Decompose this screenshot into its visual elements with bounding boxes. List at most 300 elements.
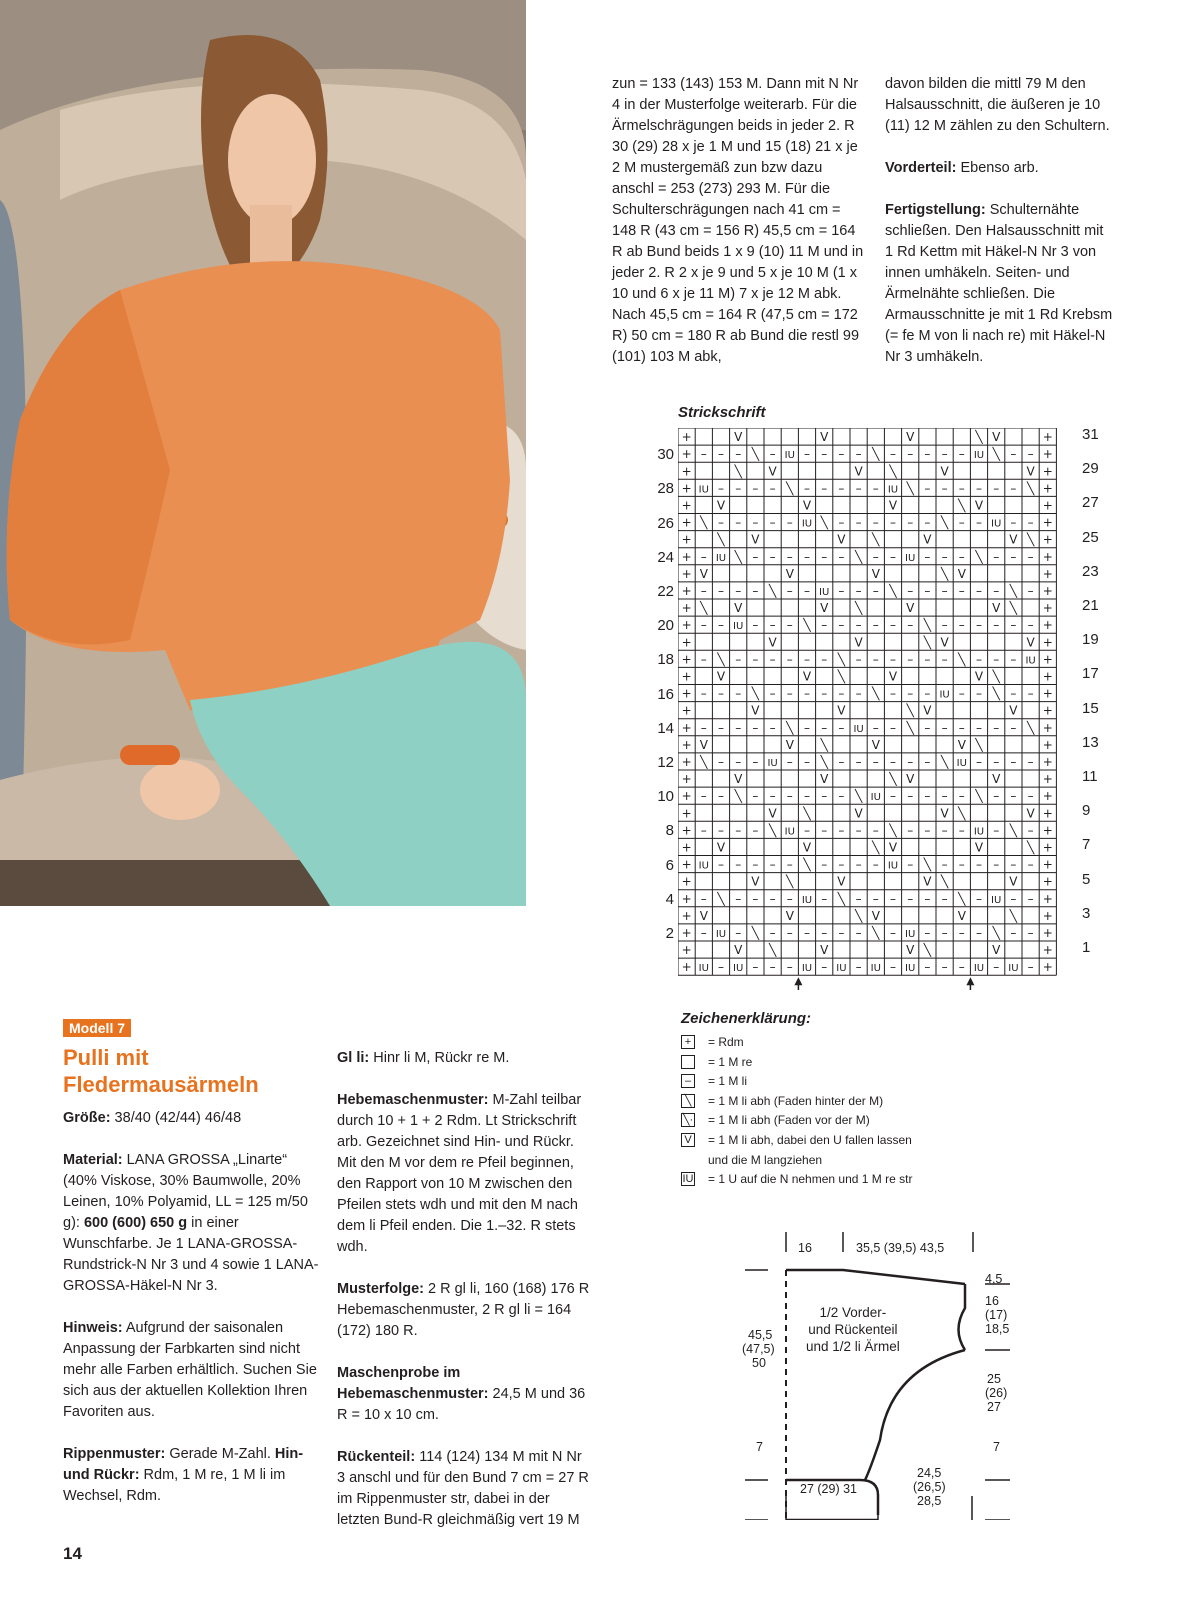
chart-symbol: V <box>992 601 1001 616</box>
chart-symbol: – <box>769 549 776 564</box>
chart-symbol: ╲ <box>992 447 1000 462</box>
chart-symbol: – <box>924 686 931 701</box>
chart-symbol: – <box>769 515 776 530</box>
chart-symbol: – <box>752 549 759 564</box>
note-text: Aufgrund der saisonalen Anpassung der Farbkarten sind nicht mehr alle Farben erhältlich. Suchen Sie sich aus der aktuellen Kollektion Ihren Favoriten aus. <box>63 1320 317 1420</box>
chart-symbol: V <box>854 464 863 479</box>
chart-symbol: IU <box>801 963 813 975</box>
chart-symbol: ╲ <box>958 498 966 513</box>
chart-symbol: – <box>1027 925 1034 940</box>
chart-symbol: – <box>838 515 845 530</box>
chart-symbol: IU <box>767 757 778 769</box>
chart-symbol: ╲ <box>872 532 880 547</box>
chart-symbol: – <box>769 891 776 906</box>
chart-symbol: – <box>993 789 1000 804</box>
chart-symbol: V <box>785 737 794 752</box>
rib-text-2: Rdm, 1 M re, 1 M li im Wechsel, Rdm. <box>63 1467 286 1504</box>
chart-symbol: – <box>924 515 931 530</box>
chart-symbol: ╲ <box>872 686 880 701</box>
chart-symbol: – <box>718 481 724 496</box>
chart-symbol: + <box>681 823 692 838</box>
chart-symbol: – <box>872 515 879 530</box>
chart-title: Strickschrift <box>678 404 766 421</box>
chart-symbol: ╲ <box>751 447 760 462</box>
chart-symbol: V <box>734 772 743 787</box>
dim-top-left: 16 <box>798 1241 812 1255</box>
row-number-right: 3 <box>1082 904 1091 922</box>
chart-symbol: – <box>941 925 948 940</box>
chart-symbol: – <box>786 960 793 975</box>
chart-symbol: V <box>837 874 846 889</box>
chart-symbol: V <box>992 430 1001 445</box>
chart-symbol: – <box>1010 447 1017 462</box>
dim-right-mid-2: (17) <box>985 1308 1008 1322</box>
chart-symbol: – <box>872 652 879 667</box>
chart-symbol: + <box>1042 686 1053 701</box>
chart-symbol: – <box>735 481 742 496</box>
chart-symbol: – <box>718 960 724 975</box>
chart-symbol: – <box>786 583 793 598</box>
chart-symbol: V <box>837 703 846 718</box>
chart-symbol: V <box>734 943 743 958</box>
chart-symbol: – <box>976 652 982 667</box>
chart-symbol: – <box>718 857 724 872</box>
chart-symbol: + <box>1042 583 1053 598</box>
continued-text-column <box>612 74 867 389</box>
chart-symbol: – <box>752 652 759 667</box>
row-number-left: 10 <box>657 788 674 806</box>
chart-symbol: – <box>924 481 931 496</box>
chart-symbol: – <box>735 720 742 735</box>
chart-symbol: V <box>871 737 880 752</box>
chart-symbol: – <box>804 447 810 462</box>
chart-symbol: – <box>821 686 828 701</box>
legend-symbol: V <box>681 1133 695 1147</box>
chart-symbol: – <box>838 823 845 838</box>
chart-symbol: ╲ <box>854 908 863 923</box>
chart-symbol: IU <box>870 792 881 804</box>
chart-symbol: – <box>786 515 793 530</box>
slip-stitch-text: M-Zahl teilbar durch 10 + 1 + 2 Rdm. Lt Strickschrift arb. Gezeichnet sind Hin- und Rückr. Mit den M vor dem re Pfeil beginnen, den Rapport von 10 M zwischen den Pfeilen stets wdh und mit den M nach dem li Pfeil enden. Die 1.–32. R stets wdh. <box>337 1092 582 1255</box>
chart-symbol: – <box>735 686 742 701</box>
chart-symbol: V <box>992 943 1001 958</box>
chart-symbol: IU <box>698 860 709 872</box>
chart-symbol: – <box>1027 789 1034 804</box>
pattern-title-line-2: Fledermausärmeln <box>63 1072 259 1097</box>
chart-symbol: + <box>681 481 692 496</box>
legend-text: und die M langziehen <box>708 1152 823 1167</box>
size-text: 38/40 (42/44) 46/48 <box>110 1110 242 1126</box>
chart-left-row-numbers <box>652 428 678 968</box>
model-photo <box>0 0 526 906</box>
chart-symbol: – <box>890 447 896 462</box>
chart-symbol: – <box>924 754 931 769</box>
chart-symbol: IU <box>715 928 727 940</box>
chart-symbol: – <box>976 481 982 496</box>
rib-text: Gerade M-Zahl. <box>165 1446 275 1462</box>
chart-symbol: ╲ <box>786 720 794 735</box>
chart-symbol: + <box>1042 430 1053 445</box>
chart-symbol: + <box>1042 447 1053 462</box>
legend-symbol: IU <box>682 1173 694 1186</box>
chart-symbol: – <box>941 549 948 564</box>
chart-symbol: + <box>681 891 692 906</box>
chart-symbol: ╲ <box>889 464 897 479</box>
chart-symbol: ╲ <box>992 925 1000 940</box>
row-number-right: 7 <box>1082 836 1091 854</box>
chart-symbol: IU <box>991 518 1002 530</box>
chart-symbol: – <box>958 618 965 633</box>
chart-symbol: ╲ <box>975 430 983 445</box>
chart-symbol: + <box>681 430 692 445</box>
chart-symbol: – <box>821 960 828 975</box>
size-label: Größe: <box>63 1110 111 1126</box>
chart-symbol: – <box>804 481 810 496</box>
chart-symbol: IU <box>836 963 847 975</box>
row-number-left: 22 <box>657 582 674 600</box>
chart-symbol: – <box>700 583 707 598</box>
chart-symbol: V <box>871 566 880 581</box>
chart-symbol: IU <box>905 552 916 564</box>
chart-symbol: ╲ <box>837 669 846 684</box>
chart-symbol: – <box>838 925 845 940</box>
chart-symbol: V <box>1009 532 1018 547</box>
chart-symbol: – <box>924 447 931 462</box>
chart-symbol: – <box>1010 652 1017 667</box>
chart-symbol: – <box>941 481 948 496</box>
chart-symbol: + <box>1042 635 1053 650</box>
chart-symbol: – <box>924 583 931 598</box>
chart-symbol: ╲ <box>803 857 811 872</box>
chart-symbol: V <box>906 601 915 616</box>
chart-symbol: + <box>681 960 692 975</box>
chart-symbol: V <box>974 498 984 513</box>
chart-symbol: – <box>718 754 724 769</box>
chart-symbol: ╲ <box>837 652 846 667</box>
front-text: Ebenso arb. <box>956 160 1039 176</box>
row-number-right: 19 <box>1082 631 1099 649</box>
chart-symbol: ╲ <box>837 891 846 906</box>
chart-symbol: + <box>1042 549 1053 564</box>
chart-symbol: ╲ <box>854 549 863 564</box>
chart-symbol: – <box>958 583 965 598</box>
row-number-left: 14 <box>657 719 674 737</box>
chart-symbol: + <box>681 840 692 855</box>
chart-symbol: V <box>751 532 760 547</box>
row-number-left: 28 <box>657 480 674 498</box>
chart-symbol: IU <box>956 757 967 769</box>
material-text: LANA GROSSA „Linarte“ (40% Viskose, 30% Baumwolle, 20% Leinen, 10% Polyamid, LL = 125 m/50 g): <box>63 1152 308 1231</box>
chart-symbol: – <box>718 618 724 633</box>
chart-symbol: + <box>681 857 692 872</box>
chart-right-row-numbers <box>1080 428 1110 968</box>
chart-symbol: ╲ <box>1026 532 1035 547</box>
chart-symbol: + <box>681 754 692 769</box>
row-number-left: 6 <box>665 856 674 874</box>
chart-symbol: + <box>1042 772 1053 787</box>
chart-symbol: V <box>820 772 829 787</box>
woman-in-orange-sweater-photo <box>0 0 526 906</box>
garment-schematic <box>740 1230 1020 1520</box>
chart-symbol: ╲ <box>1009 583 1018 598</box>
chart-symbol: V <box>837 532 846 547</box>
chart-symbol: – <box>907 823 914 838</box>
dim-bottom-right-1: 24,5 <box>917 1466 942 1480</box>
chart-symbol: ╲ <box>958 891 966 906</box>
chart-symbol: ╲ <box>854 601 863 616</box>
chart-symbol: + <box>681 549 692 564</box>
chart-symbol: IU <box>887 860 899 872</box>
chart-symbol: + <box>681 806 692 821</box>
chart-symbol: – <box>769 481 776 496</box>
chart-symbol: ╲ <box>940 754 949 769</box>
chart-symbol: ╲ <box>700 515 708 530</box>
chart-symbol: V <box>1026 464 1035 479</box>
chart-symbol: + <box>681 498 692 513</box>
chart-symbol: – <box>958 960 965 975</box>
row-number-left: 8 <box>665 822 674 840</box>
row-number-right: 1 <box>1082 939 1091 956</box>
legend-text: = 1 M li abh, dabei den U fallen lassen <box>708 1133 912 1147</box>
chart-symbol: – <box>872 891 879 906</box>
legend-text: = 1 M li <box>708 1074 748 1089</box>
chart-symbol: V <box>820 943 829 958</box>
chart-symbol: + <box>681 874 692 889</box>
page-number: 14 <box>63 1544 82 1563</box>
chart-symbol: – <box>1027 447 1034 462</box>
chart-symbol: – <box>838 618 845 633</box>
legend-symbol: ╲· <box>682 1114 694 1127</box>
chart-symbol: – <box>804 652 810 667</box>
chart-symbol: – <box>700 720 707 735</box>
chart-symbol: + <box>1042 925 1053 940</box>
chart-symbol: – <box>958 447 965 462</box>
front-paragraph <box>885 158 1115 179</box>
chart-symbol: – <box>855 652 862 667</box>
chart-symbol: ╲ <box>768 823 777 838</box>
chart-symbol: – <box>976 686 982 701</box>
chart-symbol: – <box>890 891 896 906</box>
chart-symbol: V <box>768 464 777 479</box>
chart-symbol: – <box>1010 789 1017 804</box>
chart-symbol: – <box>838 686 845 701</box>
chart-symbol: V <box>923 532 932 547</box>
chart-symbol: – <box>700 652 707 667</box>
chart-symbol: – <box>1010 481 1017 496</box>
chart-symbol: IU <box>870 963 881 975</box>
schematic-label-line-1: 1/2 Vorder- <box>819 1305 887 1320</box>
chart-symbol: IU <box>991 894 1002 906</box>
chart-symbol: ╲ <box>975 737 983 752</box>
chart-symbol: + <box>681 601 692 616</box>
chart-symbol: – <box>838 481 845 496</box>
chart-symbol: V <box>785 908 794 923</box>
repeat-arrow-head <box>794 977 802 985</box>
chart-symbol: ╲ <box>923 635 932 650</box>
chart-symbol: V <box>888 498 898 513</box>
chart-symbol: – <box>1010 891 1017 906</box>
chart-symbol: ╲ <box>940 515 949 530</box>
chart-symbol: – <box>804 686 810 701</box>
chart-symbol: – <box>769 720 776 735</box>
chart-symbol: – <box>804 925 810 940</box>
chart-symbol: + <box>681 515 692 530</box>
chart-symbol: ╲ <box>940 874 949 889</box>
chart-symbol: – <box>769 960 776 975</box>
chart-symbol: – <box>838 549 845 564</box>
chart-symbol: – <box>976 618 982 633</box>
back-text: 114 (124) 134 M mit N Nr 3 anschl und für den Bund 7 cm = 27 R im Rippenmuster str, dabei in der letzten Bund-R gleichmäßig vert 19 M <box>337 1449 589 1528</box>
chart-symbol: – <box>752 754 759 769</box>
chart-symbol: – <box>855 823 862 838</box>
dim-right-top: 4,5 <box>985 1272 1003 1286</box>
chart-symbol: – <box>976 925 982 940</box>
legend-symbol: ╲ <box>681 1094 695 1108</box>
chart-symbol: – <box>700 789 707 804</box>
chart-symbol: + <box>1042 566 1053 581</box>
chart-symbol: + <box>1042 857 1053 872</box>
row-number-left: 30 <box>657 446 674 464</box>
pattern-instructions-column <box>337 1048 592 1552</box>
chart-symbol: IU <box>905 928 916 940</box>
chart-symbol: V <box>716 840 726 855</box>
chart-symbol: – <box>855 618 862 633</box>
note-paragraph <box>63 1318 323 1423</box>
chart-symbol: – <box>735 652 742 667</box>
chart-symbol: – <box>804 583 810 598</box>
chart-symbol: – <box>1010 686 1017 701</box>
chart-symbol: ╲ <box>975 789 983 804</box>
chart-symbol: – <box>958 789 965 804</box>
chart-symbol: – <box>890 686 896 701</box>
chart-symbol: – <box>958 925 965 940</box>
chart-symbol: – <box>907 686 914 701</box>
chart-symbol: – <box>941 891 948 906</box>
chart-symbol: + <box>1042 737 1053 752</box>
model-tag: Modell 7 <box>63 1019 131 1037</box>
gauge-label: Maschenprobe im Hebemaschenmuster: <box>337 1365 489 1402</box>
chart-symbol: + <box>1042 806 1053 821</box>
chart-symbol: + <box>681 669 692 684</box>
chart-symbol: – <box>855 960 862 975</box>
chart-symbol: V <box>820 601 829 616</box>
chart-symbol: V <box>906 772 915 787</box>
chart-symbol: + <box>681 737 692 752</box>
front-label: Vorderteil: <box>885 160 957 176</box>
chart-symbol: – <box>769 925 776 940</box>
chart-symbol: – <box>941 583 948 598</box>
row-number-right: 21 <box>1082 597 1099 614</box>
chart-symbol: + <box>681 686 692 701</box>
chart-symbol: V <box>802 669 812 684</box>
chart-symbol: V <box>699 908 708 923</box>
chart-symbol: – <box>1027 549 1034 564</box>
chart-symbol: – <box>769 857 776 872</box>
chart-symbol: – <box>786 652 793 667</box>
chart-symbol: – <box>872 823 879 838</box>
row-number-right: 13 <box>1082 733 1099 751</box>
chart-symbol: ╲ <box>1009 908 1018 923</box>
chart-symbol: ╲ <box>786 481 794 496</box>
chart-symbol: V <box>974 669 984 684</box>
row-number-left: 24 <box>657 548 674 566</box>
chart-symbol: IU <box>939 689 950 701</box>
chart-symbol: IU <box>819 586 830 598</box>
chart-symbol: – <box>924 789 931 804</box>
chart-symbol: – <box>855 481 862 496</box>
chart-symbol: + <box>1042 618 1053 633</box>
chart-symbol: V <box>957 737 966 752</box>
chart-symbol: – <box>786 789 793 804</box>
chart-symbol: ╲ <box>906 703 914 718</box>
chart-symbol: – <box>993 618 1000 633</box>
chart-symbol: ╲ <box>975 549 983 564</box>
chart-symbol: – <box>735 891 742 906</box>
chart-symbol: + <box>1042 703 1053 718</box>
row-number-left: 2 <box>665 924 674 942</box>
chart-symbol: V <box>785 566 794 581</box>
chart-symbol: – <box>735 583 742 598</box>
chart-symbol: – <box>821 618 828 633</box>
chart-symbol: V <box>888 669 898 684</box>
chart-symbol: – <box>890 549 896 564</box>
chart-symbol: – <box>786 891 793 906</box>
chart-symbol: + <box>1042 498 1053 513</box>
chart-symbol: – <box>804 754 810 769</box>
chart-symbol: ╲ <box>700 754 708 769</box>
chart-symbol: ╲ <box>734 464 742 479</box>
chart-symbol: + <box>1042 891 1053 906</box>
chart-symbol: V <box>699 566 708 581</box>
chart-symbol: – <box>718 686 724 701</box>
chart-symbol: ╲ <box>872 840 880 855</box>
chart-symbol: – <box>976 583 982 598</box>
chart-symbol: ╲ <box>717 532 725 547</box>
chart-symbol: – <box>907 891 914 906</box>
chart-symbol: + <box>681 720 692 735</box>
chart-symbol: ╲ <box>854 789 863 804</box>
dim-bottom-left: 27 (29) 31 <box>800 1482 857 1496</box>
note-label: Hinweis: <box>63 1320 123 1336</box>
material-text-2: in einer Wunschfarbe. Je 1 LANA-GROSSA-Rundstrick-N Nr 3 und 4 sowie 1 LANA-GROSSA-Häkel-N Nr 3. <box>63 1215 319 1294</box>
pattern-title <box>63 1044 323 1098</box>
chart-symbol: – <box>821 925 828 940</box>
schematic-label-line-3: und 1/2 li Ärmel <box>806 1339 900 1354</box>
back-paragraph <box>337 1447 592 1531</box>
chart-symbol: ╲ <box>820 737 828 752</box>
chart-symbol: ╲ <box>906 720 914 735</box>
chart-symbol: ╲ <box>734 549 742 564</box>
row-number-right: 31 <box>1082 426 1099 443</box>
chart-symbol: V <box>734 601 743 616</box>
chart-symbol: ╲ <box>958 652 966 667</box>
chart-symbol: IU <box>1008 963 1019 975</box>
chart-symbol: – <box>1027 686 1034 701</box>
chart-symbol: – <box>890 720 896 735</box>
chart-symbol: V <box>940 635 949 650</box>
chart-symbol: – <box>976 720 982 735</box>
dim-left-height-1: 45,5 <box>748 1328 773 1342</box>
chart-symbol: ╲ <box>906 481 914 496</box>
chart-symbol: – <box>1010 515 1017 530</box>
chart-symbol: – <box>976 754 982 769</box>
stockinette-label: Gl li: <box>337 1050 370 1066</box>
chart-symbol: – <box>993 549 1000 564</box>
chart-symbol: IU <box>853 723 864 735</box>
chart-symbol: – <box>786 857 793 872</box>
chart-symbol: – <box>976 891 982 906</box>
chart-symbol: – <box>976 857 982 872</box>
